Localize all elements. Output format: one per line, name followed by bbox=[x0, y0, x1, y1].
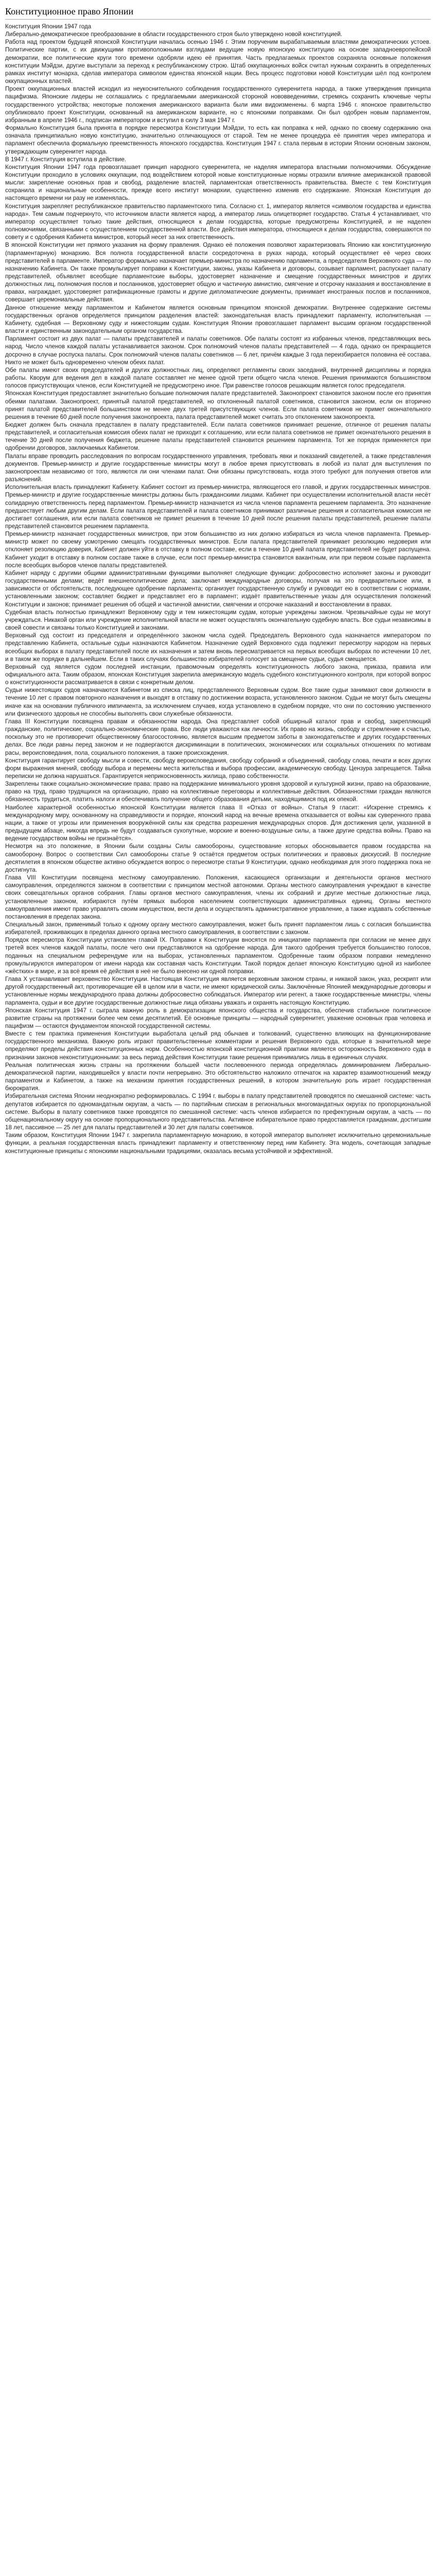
paragraph: Наиболее характерной особенностью японской Конституции является глава II «Отказ от войны». Статья 9 гласит: «Искренне стремясь к международному миру, основанному на справедливости и порядке, японский народ на вечные времена отказывается от войны как суверенного права нации, а также от угрозы или применения вооружённой силы как средства разрешения международных споров. Для достижения цели, указанной в предыдущем абзаце, никогда впредь не будут создаваться сухопутные, морские и военно-воздушные силы, а также другие средства войны. Право на ведение государством войны не признаётся». bbox=[5, 804, 431, 842]
paragraph: Палаты вправе проводить расследования по вопросам государственного управления, требовать явки и показаний свидетелей, а также представления документов. Премьер-министр и другие государственные министры могут в любое время присутствовать в любой из палат для выступления по законопроектам независимо от того, являются ли они членами палат. Они обязаны присутствовать, когда этого требуют для получения ответов или разъяснений. bbox=[5, 452, 431, 483]
paragraph: Порядок пересмотра Конституции установлен главой IX. Поправки к Конституции вносятся по инициативе парламента при согласии не менее двух третей всех членов каждой палаты, после чего они представляются на одобрение народа. Для такого одобрения требуется большинство голосов, поданных на специальном референдуме или на выборах, установленных парламентом. Одобренные таким образом поправки немедленно промульгируются императором от имени народа как составная часть Конституции. Такой порядок делает японскую Конституцию одной из наиболее «жёстких» в мире, и за всё время её действия в неё не было внесено ни одной поправки. bbox=[5, 937, 431, 975]
document-page bbox=[0, 0, 436, 1165]
paragraph: Несмотря на это положение, в Японии были созданы Силы самообороны, существование которых обосновывается правом государства на самооборону. Вопрос о соответствии Сил самообороны статье 9 остаётся предметом острых политических и правовых дискуссий. В последние десятилетия в японском обществе активно обсуждается вопрос о пересмотре статьи 9 Конституции, однако необходимая для этого поддержка пока не достигнута. bbox=[5, 843, 431, 873]
paragraph: В 1947 г. Конституция вступила в действие. bbox=[5, 156, 126, 163]
paragraph: Конституция гарантирует свободу мысли и совести, свободу вероисповедания, свободу собраний и объединений, свободу слова, печати и всех других форм выражения мнений, свободу выбора и перемены места жительства и выбора профессии, академическую свободу. Цензура запрещается. Тайна переписки не должна нарушаться. Гарантируется неприкосновенность жилища, право собственности. bbox=[5, 757, 431, 779]
section-heading: Конституция Японии 1947 года bbox=[5, 23, 92, 30]
paragraph: Работа над проектом будущей японской Конституции началась осенью 1946 г. Этим порученим вырабатываемым властями демократических устоев. Политические партии, с их движущими противоположными взглядами ведущие новую японскую конституцию на основе западноевропейской демократии, все политические круги того времени одобряли идею её принятия. Часть предлагаемых проектов сохраняла основные положения конституции Мэйдзи, другие выступали за переход к республиканскому строю. Штаб оккупационных войск считал нужным сохранить в определенных рамках институт монарха, сделав императора символом единства японской нации. Весь процесс подготовки новой Конституции шёл под контролем оккупационных властей. bbox=[5, 39, 431, 85]
paragraph: Глава VIII Конституции посвящена местному самоуправлению. Положения, касающиеся организации и деятельности органов местного самоуправления, определяются законом в соответствии с принципом местной автономии. Органы местного самоуправления учреждают в качестве своих совещательных органов собрания. Главы органов местного самоуправления, члены их собраний и другие местные должностные лица, установленные законом, избираются путём прямых выборов населением соответствующих административных единиц. Органы местного самоуправления имеют право управлять своим имуществом, вести дела и осуществлять административное управление, а также издавать собственные постановления в пределах закона. bbox=[5, 874, 431, 920]
paragraph: Парламент состоит из двух палат — палаты представителей и палаты советников. Обе палаты состоят из избранных членов, представляющих весь народ. Число членов каждой палаты устанавливается законом. Срок полномочий членов палаты представителей — 4 года, однако он прекращается досрочно в случае роспуска палаты. Срок полномочий членов палаты советников — 6 лет, причём каждые 3 года переизбирается половина её состава. Никто не может быть одновременно членом обеих палат. bbox=[5, 335, 431, 366]
paragraph: Избирательная система Японии неоднократно реформировалась. С 1994 г. выборы в палату представителей проводятся по смешанной системе: часть депутатов избирается по одномандатным округам, а часть — по партийным спискам в региональных многомандатных округах по пропорциональной системе. Выборы в палату советников также проводятся по смешанной системе: часть членов избирается по префектурным округам, а часть — по общенациональному округу на основе пропорционального представительства. Активное избирательное право предоставляется гражданам, достигшим 18 лет, пассивное — 25 лет для палаты представителей и 30 лет для палаты советников. bbox=[5, 1093, 431, 1131]
paragraph: Либерально-демократическое преобразование в области государственного строя было утверждено новой конституцией. bbox=[5, 31, 342, 38]
paragraph: Судебная власть полностью принадлежит Верховному суду и тем нижестоящим судам, которые учреждены законом. Чрезвычайные суды не могут учреждаться. Никакой орган или учреждение исполнительной власти не может осуществлять окончательную судебную власть. Все судьи независимы в своей совести и связаны только Конституцией и законами. bbox=[5, 608, 431, 632]
paragraph: Японская Конституция 1947 г. сыграла важную роль в демократизации японского общества и государства, обеспечив стабильное политическое развитие страны на протяжении более чем семи десятилетий. Её основные принципы — народный суверенитет, уважение основных прав человека и пацифизм — остаются фундаментом японской государственной системы. bbox=[5, 1007, 431, 1029]
paragraph: Проект оккупационных властей исходил из неукоснительного соблюдения государственного суверенитета народа, а также утверждения принципа пацифизма. Японские лидеры не соглашались с предлагаемыми американской стороной нововведениями, стремясь сохранить ключевые черты государственного устройства; некоторые положения американского варианта были ими видоизменены. 6 марта 1946 г. японское правительство опубликовало проект Конституции, основанный на американском варианте, но с японскими поправками. Он был одобрен новым парламентом, избранным в апреле 1946 г., подписан императором и вступил в силу 3 мая 1947 г. bbox=[5, 86, 431, 124]
paragraph: Премьер-министр назначает государственных министров, при этом большинство из них должно избираться из числа членов парламента. Премьер-министр может по своему усмотрению смещать государственных министров. Если палата представителей принимает резолюцию недоверия или отклоняет резолюцию доверия, Кабинет должен уйти в отставку в полном составе, если в течение 10 дней палата представителей не будет распущена. Кабинет уходит в отставку в полном составе также в случае, если пост премьер-министра становится вакантным, или при первом созыве парламента после всеобщих выборов членов палаты представителей. bbox=[5, 531, 431, 569]
document-body bbox=[5, 23, 431, 1155]
paragraph: Верховный суд является судом последней инстанции, правомочным определять конституционность любого закона, приказа, правила или официального акта. Таким образом, японская Конституция закрепила американскую модель судебного конституционного контроля, при которой вопрос о конституционности рассматривается в связи с конкретным делом. bbox=[5, 663, 431, 686]
paragraph: Верховный суд состоит из председателя и определённого законом числа судей. Председатель Верховного суда назначается императором по представлению Кабинета, остальные судьи назначаются Кабинетом. Назначение судей Верховного суда подлежит пересмотру народом на первых всеобщих выборах в палату представителей после их назначения и затем вновь пересматривается на первых всеобщих выборах по истечении 10 лет, и в таком же порядке в дальнейшем. Если в таких случаях большинство избирателей голосует за смещение судьи, судья смещается. bbox=[5, 632, 431, 663]
page-title: Конституционное право Японии bbox=[5, 6, 431, 20]
paragraph: Вместе с тем практика применения Конституции выработала целый ряд обычаев и толкований, существенно влияющих на функционирование государственного механизма. Важную роль играют правительственные комментарии и решения Верховного суда, которые в значительной мере определяют пределы действия конституционных норм. Особенностью японской конституционной практики является осторожность Верховного суда в признании законов неконституционными: за весь период действия Конституции такие решения принимались лишь в единичных случаях. bbox=[5, 1030, 431, 1061]
paragraph: Реальная политическая жизнь страны на протяжении большей части послевоенного периода определялась доминированием Либерально-демократической партии, находившейся у власти почти непрерывно. Это обстоятельство наложило отпечаток на характер взаимоотношений между парламентом и Кабинетом, а также на механизм принятия государственных решений, в котором значительную роль играет государственная бюрократия. bbox=[5, 1061, 431, 1092]
paragraph: Глава X устанавливает верховенство Конституции. Настоящая Конституция является верховным законом страны, и никакой закон, указ, рескрипт или другой государственный акт, противоречащие ей в целом или в части, не имеют юридической силы. Заключённые Японией международные договоры и установленные нормы международного права должны добросовестно соблюдаться. Император или регент, а также государственные министры, члены парламента, судьи и все другие государственные должностные лица обязаны уважать и охранять настоящую Конституцию. bbox=[5, 976, 431, 1006]
paragraph: Специальный закон, применимый только к одному органу местного самоуправления, может быть принят парламентом лишь с согласия большинства избирателей, проживающих в пределах данного органа местного самоуправления, в соответствии с законом. bbox=[5, 921, 431, 936]
paragraph: Исполнительная власть принадлежит Кабинету. Кабинет состоит из премьер-министра, являющегося его главой, и других государственных министров. Премьер-министр и другие государственные министры должны быть гражданскими лицами. Кабинет при осуществлении исполнительной власти несёт солидарную ответственность перед парламентом. Премьер-министр назначается из числа членов парламента решением парламента. Это назначение предшествует любым другим делам. Если палата представителей и палата советников принимают различные решения и согласительная комиссия не достигает соглашения, или если палата советников не примет решения в течение 10 дней после решения палаты представителей, решение палаты представителей становится решением парламента. bbox=[5, 484, 431, 530]
paragraph: Таким образом, Конституция Японии 1947 г. закрепила парламентарную монархию, в которой император выполняет исключительно церемониальные функции, а реальная государственная власть принадлежит парламенту и ответственному перед ним Кабинету. Эта модель, сочетающая западные конституционные принципы с японскими национальными традициями, оказалась весьма устойчивой и эффективной. bbox=[5, 1132, 431, 1155]
paragraph: Конституция закрепляет республиканское правительство парламентского типа. Согласно ст. 1, император является «символом государства и единства народа». Тем самым подчеркнуто, что источником власти является народ, а император лишь олицетворяет государство. Статья 4 устанавливает, что император осуществляет только такие действия, относящиеся к делам государства, которые предусмотрены Конституцией, и не наделен полномочиями, связанными с осуществлением государственной власти. Все действия императора, относящиеся к делам государства, совершаются по совету и с одобрения Кабинета министров, который несет за них ответственность. bbox=[5, 202, 431, 241]
paragraph: Конституция Японии 1947 года провозглашает принцип народного суверенитета, не наделяя императора властными полномочиями. Обсуждение Конституции проходило в условиях оккупации, под воздействием которой новые конституционные нормы отразили влияние американской правовой мысли: закрепление основных прав и свобод, разделение властей, парламентская ответственность правительства. Вместе с тем Конституция сохранила и национальные особенности, прежде всего институт монархии, существенно изменив его содержание. Японская Конституция до настоящего времени ни разу не изменялась. bbox=[5, 163, 431, 202]
paragraph: Обе палаты имеют своих председателей и других должностных лиц, определяют регламенты своих заседаний, внутренней дисциплины и порядка работы. Кворум для ведения дел в каждой палате составляет не менее одной трети общего числа членов. Решения принимаются большинством голосов присутствующих членов, если Конституцией не предусмотрено иное. При равенстве голосов решающим является голос председателя. bbox=[5, 366, 431, 389]
paragraph-list bbox=[5, 30, 431, 1155]
paragraph: Данное отношение между парламентом и Кабинетом является основным принципом японской демократии. Внутреннее содержание системы государственных органов определяется принципом разделения властей: законодательная власть принадлежит парламенту, исполнительная — Кабинету, судебная — Верховному суду и нижестоящим судам. Конституция Японии провозглашает парламент высшим органом государственной власти и единственным законодательным органом государства. bbox=[5, 304, 431, 335]
paragraph: Кабинет наряду с другими общими административными функциями выполняет следующие функции: добросовестно исполняет законы и руководит государственными делами; ведёт внешнеполитические дела; заключает международные договоры, получая на это предварительное или, в зависимости от обстоятельств, последующее одобрение парламента; организует государственную службу и руководит ею в соответствии с нормами, установленными законом; составляет бюджет и представляет его в парламент; издаёт правительственные указы для осуществления положений Конституции и законов; принимает решения об общей и частичной амнистии, смягчении и отсрочке наказаний и восстановлении в правах. bbox=[5, 569, 431, 608]
paragraph: Формально Конституция была принята в порядке пересмотра Конституции Мэйдзи, то есть как поправка к ней, однако по своему содержанию она означала принципиально новую конституцию, значительно отличающуюся от старой. Тем не менее процедура её принятия через императора и парламент обеспечила формальную преемственность японского государства. Конституция 1947 г. стала первым в истории Японии основным законом, утверждающим суверенитет народа. bbox=[5, 125, 431, 155]
paragraph: Японская Конституция предоставляет значительно большие полномочия палате представителей. Законопроект становится законом после его принятия обеими палатами. Законопроект, принятый палатой представителей, но отклоненный палатой советников, становится законом, если он вторично принят палатой представителей большинством не менее двух третей присутствующих членов. Если палата советников не примет окончательного решения в течение 60 дней после получения законопроекта, палата представителей может считать это отклонением законопроекта. bbox=[5, 390, 431, 420]
paragraph: Глава III Конституции посвящена правам и обязанностям народа. Она представляет собой обширный каталог прав и свобод, закрепляющий гражданские, политические, социально-экономические права. Все люди уважаются как личности. Их право на жизнь, свободу и стремление к счастью, поскольку это не противоречит общественному благосостоянию, является высшим предметом заботы в законодательстве и других государственных делах. Все люди равны перед законом и не подвергаются дискриминации в политических, экономических или социальных отношениях по мотивам расы, вероисповедания, пола, социального положения, а также происхождения. bbox=[5, 718, 431, 756]
paragraph: Закреплены также социально-экономические права: право на поддержание минимального уровня здоровой и культурной жизни, право на образование, право на труд, право трудящихся на организацию, право на коллективные переговоры и коллективные действия. Обязанностями граждан являются обязанность трудиться, платить налоги и обеспечивать получение общего образования детьми, находящимися под их опекой. bbox=[5, 781, 431, 803]
paragraph: Судьи нижестоящих судов назначаются Кабинетом из списка лиц, представленного Верховным судом. Все такие судьи занимают свои должности в течение 10 лет с правом повторного назначения и выходят в отставку по достижении возраста, установленного законом. Судьи не могут быть смещены иначе как на основании публичного импичмента, за исключением случаев, когда установлено в судебном порядке, что они по состоянию умственного или физического здоровья не способны выполнять свои служебные обязанности. bbox=[5, 687, 431, 717]
paragraph: В японской Конституции нет прямого указания на форму правления. Однако её положения позволяют характеризовать Японию как конституционную (парламентарную) монархию. Вся полнота государственной власти сосредоточена в руках народа, который осуществляет её через своих представителей в парламенте. Император формально назначает премьер-министра по назначению парламента, а председателя Верховного суда — по назначению Кабинета. Он также промульгирует поправки к Конституции, законы, указы Кабинета и договоры, созывает парламент, распускает палату представителей, объявляет всеобщие парламентские выборы, удостоверяет назначение и смещение государственных министров и других должностных лиц, полномочия послов и посланников, удостоверяет общую и частичную амнистию, смягчение и отсрочку наказания и восстановление в правах, награждает, удостоверяет ратификационные грамоты и другие дипломатические документы, принимает иностранных послов и посланников, совершает церемониальные действия. bbox=[5, 242, 431, 303]
paragraph: Бюджет должен быть сначала представлен в палату представителей. Если палата советников принимает решение, отличное от решения палаты представителей, и согласительная комиссия обеих палат не приходит к соглашению, или если палата советников не примет окончательного решения в течение 30 дней после получения бюджета, решение палаты представителей становится решением парламента. Тот же порядок применяется при одобрении договоров, заключаемых Кабинетом. bbox=[5, 421, 431, 452]
